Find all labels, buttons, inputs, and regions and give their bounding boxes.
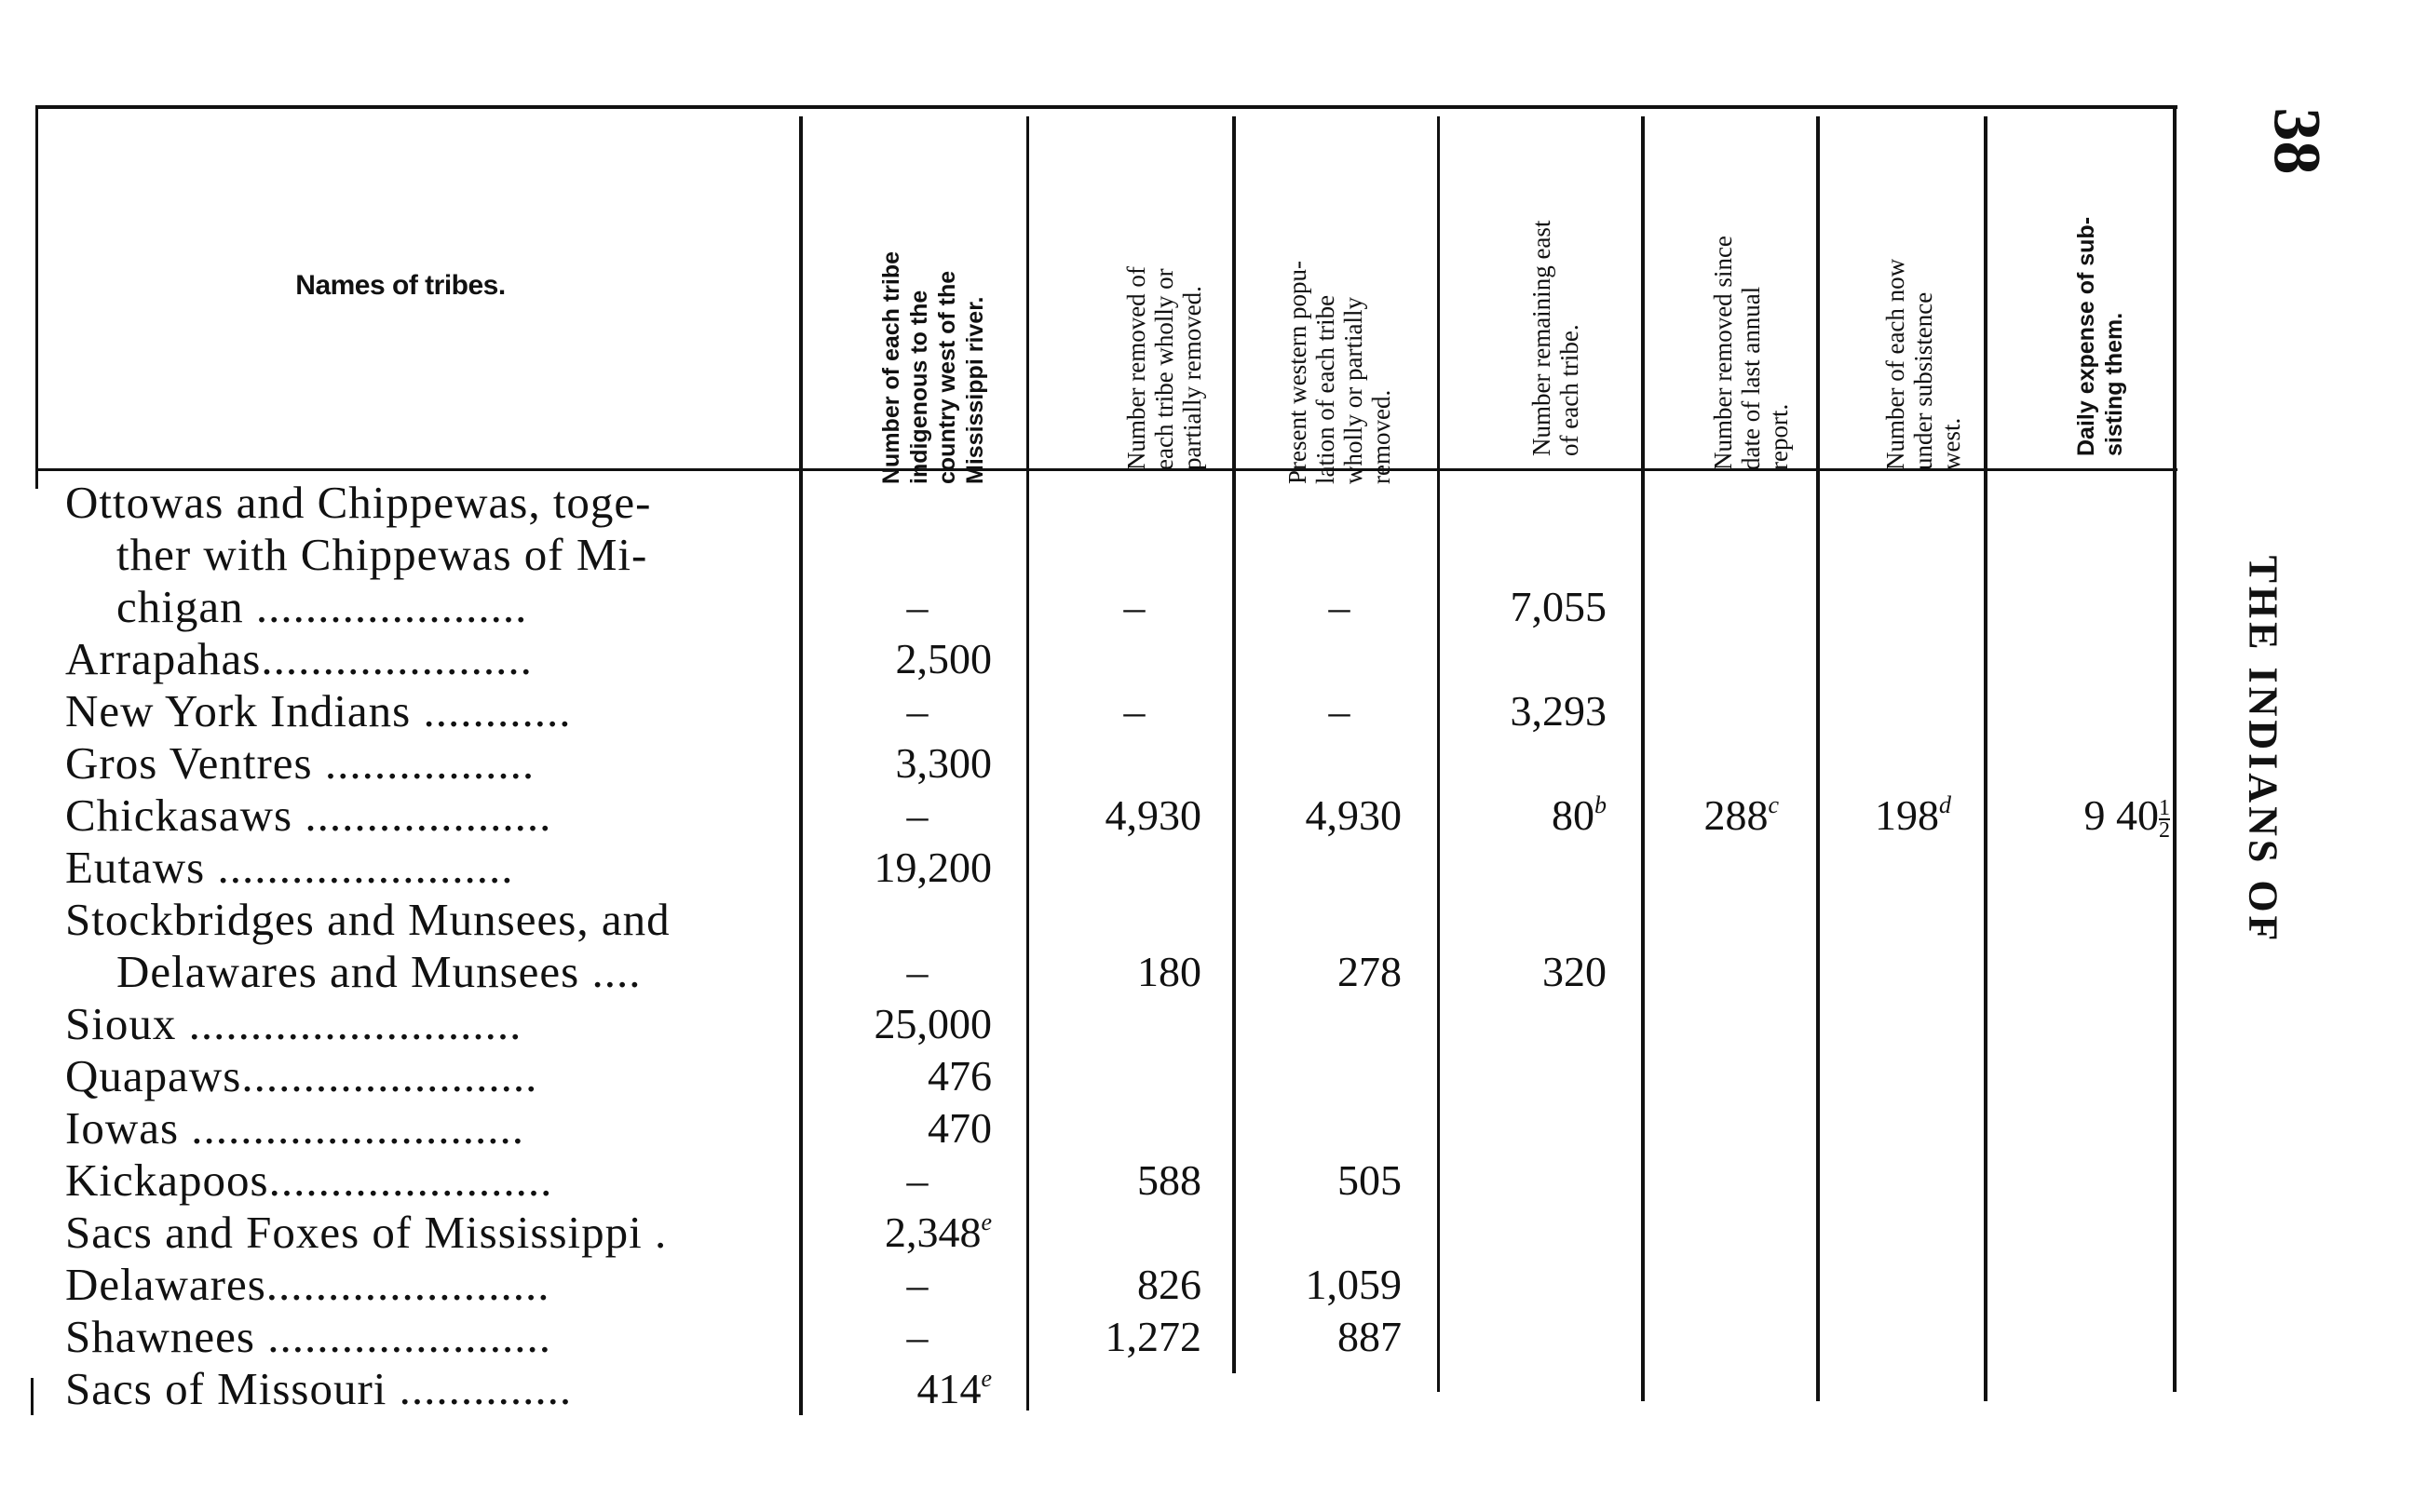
cell-value: –	[1123, 687, 1146, 735]
tribe-name: chigan ......................	[116, 581, 528, 632]
fraction-denominator: 2	[2159, 818, 2170, 844]
header-col-remaining-east: Number remaining east of each tribe.	[1527, 220, 1583, 456]
tribe-name: Stockbridges and Munsees, and	[65, 894, 671, 945]
cell-value: 826	[1137, 1261, 1201, 1308]
cell-value: –	[1123, 583, 1146, 630]
cell-c1	[899, 1259, 936, 1311]
header-col-removed: Number removed of each tribe wholly or partially removed.	[1122, 266, 1206, 470]
cell-value: 9 40	[2083, 791, 2159, 839]
column-rule-5	[1641, 116, 1645, 1401]
table-left-rule-lower	[31, 1378, 34, 1415]
header-names-of-tribes: Names of tribes.	[295, 270, 506, 301]
cell-value: 180	[1137, 948, 1201, 995]
cell-value: 2,348	[884, 1208, 982, 1256]
table-top-rule	[35, 105, 2177, 109]
header-col-daily-expense: Daily expense of sub- sisting them.	[2073, 216, 2127, 456]
cell-c3	[1321, 685, 1358, 737]
cell-c4	[1511, 685, 1607, 737]
cell-c2	[1105, 1311, 1202, 1363]
page-number: 38	[2259, 107, 2335, 175]
cell-value: –	[906, 791, 929, 839]
tribe-name: Delawares.......................	[65, 1259, 550, 1310]
cell-value: 588	[1137, 1156, 1201, 1204]
footnote-mark: c	[1768, 791, 1779, 818]
footnote-mark: d	[1939, 791, 1951, 818]
cell-value: 19,200	[874, 844, 992, 891]
header-col-indigenous: Number of each tribe indigenous to the country west of the Mississippi river.	[878, 250, 988, 484]
cell-c2	[1116, 581, 1153, 633]
cell-c3	[1337, 1311, 1402, 1363]
cell-value: –	[906, 583, 929, 630]
tribe-name: Arrapahas......................	[65, 633, 533, 684]
header-col-present-western: Present western popu- lation of each tribe wholly or partially removed.	[1283, 261, 1395, 484]
cell-c2	[1105, 790, 1202, 842]
cell-c7	[2084, 790, 2171, 842]
header-col-removed-since: Number removed since date of last annual report.	[1709, 236, 1793, 470]
cell-value: –	[1328, 687, 1350, 735]
footnote-mark: b	[1594, 791, 1607, 818]
cell-value: –	[1328, 583, 1350, 630]
table-left-rule	[35, 105, 38, 489]
column-rule-2	[1026, 116, 1029, 1411]
header-bottom-rule	[35, 468, 2177, 471]
tribe-name: Sacs and Foxes of Mississippi .	[65, 1207, 668, 1258]
cell-value: 887	[1337, 1313, 1402, 1360]
cell-value: 25,000	[874, 1000, 992, 1047]
cell-value: 470	[928, 1104, 992, 1152]
cell-c1	[928, 1102, 992, 1154]
cell-c1	[899, 1154, 936, 1207]
cell-c1	[916, 1363, 992, 1415]
cell-c3	[1321, 581, 1358, 633]
fraction	[2159, 796, 2170, 844]
cell-value: 278	[1337, 948, 1402, 995]
cell-c1	[899, 946, 936, 998]
cell-c1	[899, 790, 936, 842]
cell-value: –	[906, 687, 929, 735]
cell-c4	[1542, 946, 1607, 998]
tribe-name: Sacs of Missouri ..............	[65, 1363, 573, 1414]
cell-value: 1,059	[1305, 1261, 1402, 1308]
cell-value: 3,293	[1510, 687, 1607, 735]
cell-c1	[885, 1207, 992, 1259]
tribe-name: Shawnees .......................	[65, 1311, 551, 1362]
tribe-name: Ottowas and Chippewas, toge-	[65, 477, 652, 528]
cell-c1	[899, 581, 936, 633]
cell-value: 2,500	[895, 635, 992, 682]
cell-c3	[1337, 946, 1402, 998]
tribe-name: Gros Ventres .................	[65, 737, 536, 789]
cell-value: 505	[1337, 1156, 1402, 1204]
cell-value: 476	[928, 1052, 992, 1100]
cell-c2	[1137, 946, 1201, 998]
running-title: THE INDIANS OF	[2240, 555, 2286, 945]
cell-c3	[1306, 1259, 1403, 1311]
cell-c1	[928, 1050, 992, 1102]
column-rule-6	[1816, 116, 1820, 1401]
cell-value: 1,272	[1105, 1313, 1201, 1360]
cell-c3	[1306, 790, 1403, 842]
cell-value: 3,300	[895, 739, 992, 787]
tribe-name: Delawares and Munsees ....	[116, 946, 642, 997]
tribe-name: Kickapoos.......................	[65, 1154, 553, 1206]
tribe-name: Eutaws ........................	[65, 842, 514, 893]
cell-c1	[896, 737, 993, 790]
cell-value: –	[906, 1261, 929, 1308]
tribe-name: Iowas ...........................	[65, 1102, 525, 1154]
cell-value: 320	[1542, 948, 1607, 995]
cell-value: 198	[1875, 791, 1939, 839]
cell-c1	[875, 842, 993, 894]
fraction-numerator: 1	[2159, 796, 2170, 821]
cell-value: –	[906, 1156, 929, 1204]
cell-c1	[899, 1311, 936, 1363]
cell-c2	[1137, 1154, 1201, 1207]
cell-value: 414	[916, 1365, 982, 1412]
footnote-mark: e	[981, 1208, 992, 1235]
column-rule-7	[1984, 116, 1987, 1401]
cell-c1	[875, 998, 993, 1050]
tribe-name: New York Indians ............	[65, 685, 572, 736]
cell-c6	[1875, 790, 1951, 842]
tribe-name: ther with Chippewas of Mi-	[116, 529, 648, 580]
footnote-mark: e	[981, 1365, 992, 1392]
cell-value: –	[906, 948, 929, 995]
cell-c2	[1116, 685, 1153, 737]
cell-value: –	[906, 1313, 929, 1360]
cell-c1	[896, 633, 993, 685]
column-rule-8	[2173, 107, 2177, 1392]
header-col-subsistence: Number of each now under subsistence west.	[1881, 258, 1965, 470]
tribe-name: Quapaws........................	[65, 1050, 538, 1101]
cell-value: 288	[1703, 791, 1769, 839]
cell-c5	[1703, 790, 1779, 842]
column-rule-4	[1437, 116, 1440, 1392]
cell-c4	[1511, 581, 1607, 633]
cell-value: 4,930	[1305, 791, 1402, 839]
column-rule-1	[799, 116, 803, 1415]
column-rule-3	[1232, 116, 1236, 1373]
cell-c2	[1137, 1259, 1201, 1311]
cell-value: 7,055	[1510, 583, 1607, 630]
cell-c4	[1552, 790, 1607, 842]
cell-c1	[899, 685, 936, 737]
tribe-name: Sioux ...........................	[65, 998, 522, 1049]
cell-value: 80	[1552, 791, 1594, 839]
tribe-name: Chickasaws ....................	[65, 790, 552, 841]
cell-c3	[1337, 1154, 1402, 1207]
cell-value: 4,930	[1105, 791, 1201, 839]
